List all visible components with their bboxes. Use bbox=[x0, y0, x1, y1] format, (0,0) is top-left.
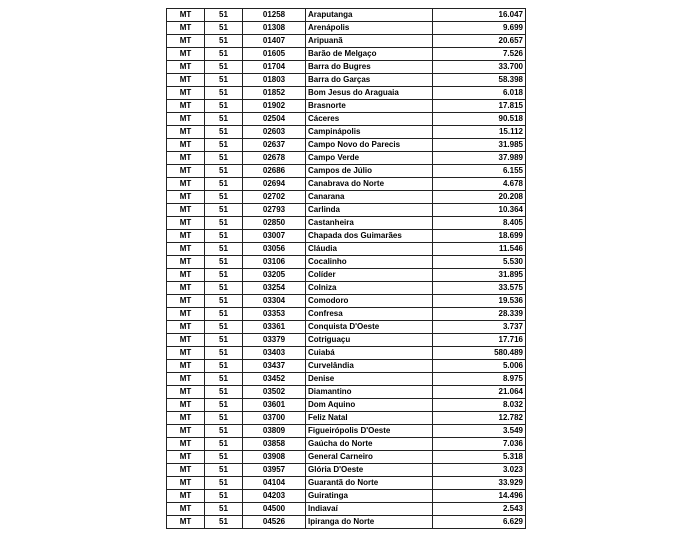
municipality-code-cell: 01605 bbox=[243, 48, 306, 61]
state-cell: MT bbox=[167, 178, 205, 191]
state-cell: MT bbox=[167, 477, 205, 490]
table-row bbox=[167, 464, 526, 477]
state-code-cell: 51 bbox=[205, 477, 243, 490]
state-cell: MT bbox=[167, 35, 205, 48]
state-code-cell: 51 bbox=[205, 152, 243, 165]
state-code-cell: 51 bbox=[205, 321, 243, 334]
table-row bbox=[167, 48, 526, 61]
municipality-code-cell: 02694 bbox=[243, 178, 306, 191]
state-code-cell: 51 bbox=[205, 347, 243, 360]
state-cell: MT bbox=[167, 321, 205, 334]
table-row bbox=[167, 425, 526, 438]
municipality-code-cell: 02678 bbox=[243, 152, 306, 165]
table-row bbox=[167, 204, 526, 217]
state-cell: MT bbox=[167, 87, 205, 100]
municipality-name-cell: Colíder bbox=[306, 269, 433, 282]
state-code-cell: 51 bbox=[205, 230, 243, 243]
population-cell: 33.575 bbox=[433, 282, 526, 295]
state-code-cell: 51 bbox=[205, 386, 243, 399]
state-cell: MT bbox=[167, 22, 205, 35]
state-code-cell: 51 bbox=[205, 269, 243, 282]
state-cell: MT bbox=[167, 139, 205, 152]
state-code-cell: 51 bbox=[205, 256, 243, 269]
state-cell: MT bbox=[167, 126, 205, 139]
state-code-cell: 51 bbox=[205, 334, 243, 347]
municipality-code-cell: 01704 bbox=[243, 61, 306, 74]
population-cell: 9.699 bbox=[433, 22, 526, 35]
municipality-table bbox=[166, 8, 526, 529]
municipality-code-cell: 03957 bbox=[243, 464, 306, 477]
municipality-name-cell: Cláudia bbox=[306, 243, 433, 256]
table-row bbox=[167, 477, 526, 490]
population-cell: 8.405 bbox=[433, 217, 526, 230]
population-cell: 8.032 bbox=[433, 399, 526, 412]
state-cell: MT bbox=[167, 334, 205, 347]
table-row bbox=[167, 35, 526, 48]
municipality-name-cell: Guarantã do Norte bbox=[306, 477, 433, 490]
population-cell: 14.496 bbox=[433, 490, 526, 503]
table-row bbox=[167, 334, 526, 347]
table-row bbox=[167, 230, 526, 243]
population-cell: 6.018 bbox=[433, 87, 526, 100]
table-row bbox=[167, 217, 526, 230]
population-cell: 2.543 bbox=[433, 503, 526, 516]
municipality-name-cell: Curvelândia bbox=[306, 360, 433, 373]
table-row bbox=[167, 360, 526, 373]
table-row bbox=[167, 516, 526, 529]
population-cell: 17.815 bbox=[433, 100, 526, 113]
municipality-name-cell: Diamantino bbox=[306, 386, 433, 399]
municipality-name-cell: Ipiranga do Norte bbox=[306, 516, 433, 529]
municipality-name-cell: Cáceres bbox=[306, 113, 433, 126]
state-cell: MT bbox=[167, 399, 205, 412]
municipality-name-cell: Barra do Bugres bbox=[306, 61, 433, 74]
municipality-name-cell: Feliz Natal bbox=[306, 412, 433, 425]
table-row bbox=[167, 438, 526, 451]
municipality-code-cell: 03809 bbox=[243, 425, 306, 438]
population-cell: 5.530 bbox=[433, 256, 526, 269]
population-cell: 33.700 bbox=[433, 61, 526, 74]
municipality-name-cell: Confresa bbox=[306, 308, 433, 321]
population-cell: 33.929 bbox=[433, 477, 526, 490]
municipality-name-cell: Barra do Garças bbox=[306, 74, 433, 87]
municipality-name-cell: Canarana bbox=[306, 191, 433, 204]
municipality-code-cell: 03304 bbox=[243, 295, 306, 308]
municipality-code-cell: 03056 bbox=[243, 243, 306, 256]
state-code-cell: 51 bbox=[205, 35, 243, 48]
population-cell: 21.064 bbox=[433, 386, 526, 399]
municipality-code-cell: 01852 bbox=[243, 87, 306, 100]
table-row bbox=[167, 386, 526, 399]
municipality-name-cell: Brasnorte bbox=[306, 100, 433, 113]
population-cell: 58.398 bbox=[433, 74, 526, 87]
table-row bbox=[167, 9, 526, 22]
population-cell: 8.975 bbox=[433, 373, 526, 386]
municipality-name-cell: Campo Novo do Parecis bbox=[306, 139, 433, 152]
table-row bbox=[167, 22, 526, 35]
municipality-code-cell: 03205 bbox=[243, 269, 306, 282]
state-code-cell: 51 bbox=[205, 516, 243, 529]
municipality-code-cell: 03908 bbox=[243, 451, 306, 464]
population-cell: 3.549 bbox=[433, 425, 526, 438]
municipality-code-cell: 03700 bbox=[243, 412, 306, 425]
state-code-cell: 51 bbox=[205, 503, 243, 516]
municipality-code-cell: 04500 bbox=[243, 503, 306, 516]
table-row bbox=[167, 100, 526, 113]
state-cell: MT bbox=[167, 256, 205, 269]
municipality-code-cell: 01407 bbox=[243, 35, 306, 48]
population-cell: 3.023 bbox=[433, 464, 526, 477]
municipality-name-cell: Cocalinho bbox=[306, 256, 433, 269]
population-cell: 37.989 bbox=[433, 152, 526, 165]
state-cell: MT bbox=[167, 295, 205, 308]
table-row bbox=[167, 178, 526, 191]
municipality-code-cell: 03601 bbox=[243, 399, 306, 412]
population-cell: 18.699 bbox=[433, 230, 526, 243]
municipality-code-cell: 02850 bbox=[243, 217, 306, 230]
state-cell: MT bbox=[167, 451, 205, 464]
municipality-code-cell: 03437 bbox=[243, 360, 306, 373]
table-row bbox=[167, 74, 526, 87]
municipality-name-cell: Cuiabá bbox=[306, 347, 433, 360]
municipality-code-cell: 03361 bbox=[243, 321, 306, 334]
municipality-code-cell: 04203 bbox=[243, 490, 306, 503]
municipality-name-cell: Denise bbox=[306, 373, 433, 386]
population-cell: 28.339 bbox=[433, 308, 526, 321]
municipality-code-cell: 02702 bbox=[243, 191, 306, 204]
municipality-name-cell: Guiratinga bbox=[306, 490, 433, 503]
municipality-code-cell: 03452 bbox=[243, 373, 306, 386]
state-code-cell: 51 bbox=[205, 425, 243, 438]
municipality-name-cell: Chapada dos Guimarães bbox=[306, 230, 433, 243]
municipality-name-cell: Campos de Júlio bbox=[306, 165, 433, 178]
population-cell: 11.546 bbox=[433, 243, 526, 256]
table-row bbox=[167, 503, 526, 516]
state-cell: MT bbox=[167, 269, 205, 282]
municipality-name-cell: Campo Verde bbox=[306, 152, 433, 165]
state-code-cell: 51 bbox=[205, 191, 243, 204]
municipality-name-cell: Colniza bbox=[306, 282, 433, 295]
table-row bbox=[167, 347, 526, 360]
municipality-code-cell: 02793 bbox=[243, 204, 306, 217]
municipality-code-cell: 04526 bbox=[243, 516, 306, 529]
state-code-cell: 51 bbox=[205, 490, 243, 503]
document-sheet bbox=[166, 8, 523, 529]
state-cell: MT bbox=[167, 360, 205, 373]
state-cell: MT bbox=[167, 464, 205, 477]
state-code-cell: 51 bbox=[205, 165, 243, 178]
population-cell: 7.036 bbox=[433, 438, 526, 451]
municipality-name-cell: Campinápolis bbox=[306, 126, 433, 139]
population-cell: 6.155 bbox=[433, 165, 526, 178]
table-row bbox=[167, 373, 526, 386]
municipality-code-cell: 03379 bbox=[243, 334, 306, 347]
state-code-cell: 51 bbox=[205, 282, 243, 295]
state-cell: MT bbox=[167, 438, 205, 451]
state-cell: MT bbox=[167, 386, 205, 399]
state-cell: MT bbox=[167, 100, 205, 113]
table-row bbox=[167, 87, 526, 100]
municipality-name-cell: Comodoro bbox=[306, 295, 433, 308]
table-row bbox=[167, 256, 526, 269]
state-cell: MT bbox=[167, 282, 205, 295]
state-code-cell: 51 bbox=[205, 9, 243, 22]
table-row bbox=[167, 152, 526, 165]
state-cell: MT bbox=[167, 74, 205, 87]
state-cell: MT bbox=[167, 9, 205, 22]
state-code-cell: 51 bbox=[205, 399, 243, 412]
state-cell: MT bbox=[167, 412, 205, 425]
table-row bbox=[167, 191, 526, 204]
state-code-cell: 51 bbox=[205, 204, 243, 217]
state-code-cell: 51 bbox=[205, 295, 243, 308]
municipality-code-cell: 03858 bbox=[243, 438, 306, 451]
municipality-code-cell: 03007 bbox=[243, 230, 306, 243]
state-cell: MT bbox=[167, 61, 205, 74]
state-cell: MT bbox=[167, 503, 205, 516]
state-code-cell: 51 bbox=[205, 126, 243, 139]
municipality-name-cell: Arenápolis bbox=[306, 22, 433, 35]
population-cell: 3.737 bbox=[433, 321, 526, 334]
table-row bbox=[167, 308, 526, 321]
state-cell: MT bbox=[167, 48, 205, 61]
municipality-code-cell: 02504 bbox=[243, 113, 306, 126]
municipality-code-cell: 01308 bbox=[243, 22, 306, 35]
population-cell: 17.716 bbox=[433, 334, 526, 347]
municipality-name-cell: Bom Jesus do Araguaia bbox=[306, 87, 433, 100]
municipality-name-cell: Conquista D'Oeste bbox=[306, 321, 433, 334]
population-cell: 31.985 bbox=[433, 139, 526, 152]
state-cell: MT bbox=[167, 490, 205, 503]
municipality-code-cell: 01902 bbox=[243, 100, 306, 113]
municipality-name-cell: Aripuanã bbox=[306, 35, 433, 48]
municipality-name-cell: General Carneiro bbox=[306, 451, 433, 464]
state-cell: MT bbox=[167, 191, 205, 204]
table-row bbox=[167, 282, 526, 295]
municipality-name-cell: Castanheira bbox=[306, 217, 433, 230]
municipality-name-cell: Araputanga bbox=[306, 9, 433, 22]
municipality-code-cell: 03502 bbox=[243, 386, 306, 399]
municipality-code-cell: 03254 bbox=[243, 282, 306, 295]
municipality-name-cell: Figueirópolis D'Oeste bbox=[306, 425, 433, 438]
municipality-code-cell: 04104 bbox=[243, 477, 306, 490]
state-cell: MT bbox=[167, 425, 205, 438]
state-cell: MT bbox=[167, 373, 205, 386]
table-row bbox=[167, 113, 526, 126]
state-code-cell: 51 bbox=[205, 100, 243, 113]
state-cell: MT bbox=[167, 152, 205, 165]
population-cell: 15.112 bbox=[433, 126, 526, 139]
population-cell: 5.318 bbox=[433, 451, 526, 464]
municipality-name-cell: Carlinda bbox=[306, 204, 433, 217]
state-cell: MT bbox=[167, 347, 205, 360]
population-cell: 12.782 bbox=[433, 412, 526, 425]
population-cell: 20.208 bbox=[433, 191, 526, 204]
state-code-cell: 51 bbox=[205, 48, 243, 61]
table-row bbox=[167, 451, 526, 464]
state-cell: MT bbox=[167, 516, 205, 529]
municipality-code-cell: 03353 bbox=[243, 308, 306, 321]
state-code-cell: 51 bbox=[205, 74, 243, 87]
state-code-cell: 51 bbox=[205, 139, 243, 152]
state-code-cell: 51 bbox=[205, 87, 243, 100]
table-row bbox=[167, 139, 526, 152]
municipality-name-cell: Barão de Melgaço bbox=[306, 48, 433, 61]
state-code-cell: 51 bbox=[205, 308, 243, 321]
state-code-cell: 51 bbox=[205, 373, 243, 386]
population-cell: 4.678 bbox=[433, 178, 526, 191]
municipality-name-cell: Cotriguaçu bbox=[306, 334, 433, 347]
population-cell: 7.526 bbox=[433, 48, 526, 61]
state-code-cell: 51 bbox=[205, 412, 243, 425]
state-code-cell: 51 bbox=[205, 451, 243, 464]
state-cell: MT bbox=[167, 204, 205, 217]
state-code-cell: 51 bbox=[205, 217, 243, 230]
table-row bbox=[167, 399, 526, 412]
table-body bbox=[167, 9, 526, 529]
municipality-code-cell: 03403 bbox=[243, 347, 306, 360]
table-row bbox=[167, 490, 526, 503]
population-cell: 16.047 bbox=[433, 9, 526, 22]
population-cell: 6.629 bbox=[433, 516, 526, 529]
municipality-code-cell: 02686 bbox=[243, 165, 306, 178]
state-cell: MT bbox=[167, 165, 205, 178]
population-cell: 580.489 bbox=[433, 347, 526, 360]
municipality-code-cell: 01258 bbox=[243, 9, 306, 22]
table-row bbox=[167, 61, 526, 74]
municipality-code-cell: 01803 bbox=[243, 74, 306, 87]
municipality-name-cell: Indiavaí bbox=[306, 503, 433, 516]
table-row bbox=[167, 165, 526, 178]
state-code-cell: 51 bbox=[205, 438, 243, 451]
state-code-cell: 51 bbox=[205, 178, 243, 191]
municipality-name-cell: Dom Aquino bbox=[306, 399, 433, 412]
municipality-name-cell: Canabrava do Norte bbox=[306, 178, 433, 191]
state-cell: MT bbox=[167, 230, 205, 243]
state-cell: MT bbox=[167, 217, 205, 230]
population-cell: 5.006 bbox=[433, 360, 526, 373]
municipality-code-cell: 03106 bbox=[243, 256, 306, 269]
table-row bbox=[167, 269, 526, 282]
state-code-cell: 51 bbox=[205, 243, 243, 256]
table-row bbox=[167, 295, 526, 308]
table-row bbox=[167, 321, 526, 334]
state-code-cell: 51 bbox=[205, 464, 243, 477]
table-row bbox=[167, 126, 526, 139]
state-cell: MT bbox=[167, 113, 205, 126]
table-row bbox=[167, 412, 526, 425]
population-cell: 90.518 bbox=[433, 113, 526, 126]
municipality-name-cell: Gaúcha do Norte bbox=[306, 438, 433, 451]
state-code-cell: 51 bbox=[205, 61, 243, 74]
table-row bbox=[167, 243, 526, 256]
population-cell: 19.536 bbox=[433, 295, 526, 308]
population-cell: 31.895 bbox=[433, 269, 526, 282]
population-cell: 10.364 bbox=[433, 204, 526, 217]
state-cell: MT bbox=[167, 308, 205, 321]
municipality-code-cell: 02603 bbox=[243, 126, 306, 139]
municipality-name-cell: Glória D'Oeste bbox=[306, 464, 433, 477]
state-cell: MT bbox=[167, 243, 205, 256]
population-cell: 20.657 bbox=[433, 35, 526, 48]
state-code-cell: 51 bbox=[205, 360, 243, 373]
state-code-cell: 51 bbox=[205, 113, 243, 126]
municipality-code-cell: 02637 bbox=[243, 139, 306, 152]
state-code-cell: 51 bbox=[205, 22, 243, 35]
